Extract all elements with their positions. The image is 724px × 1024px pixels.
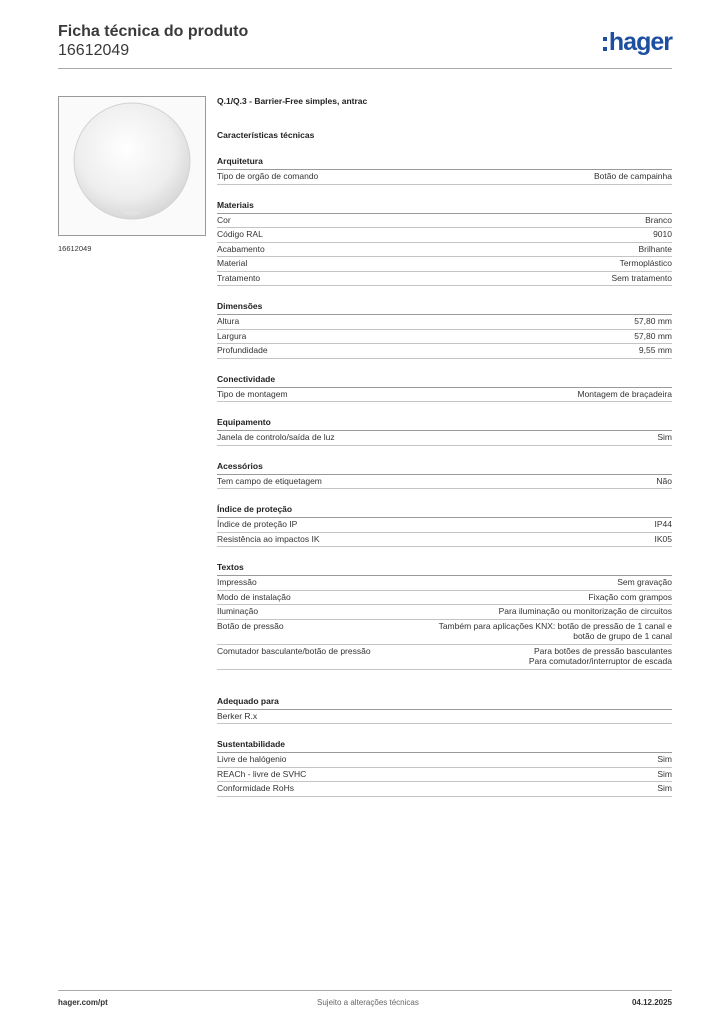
spec-value: 9,55 mm [638, 345, 672, 355]
spec-label: Acabamento [217, 243, 265, 254]
spec-row [217, 782, 672, 797]
spec-row [217, 170, 672, 185]
spec-value: 57,80 mm [634, 316, 672, 326]
spec-section [217, 301, 672, 359]
spec-value: Também para aplicações KNX: botão de pressão de 1 canal e botão de grupo de 1 canal [438, 620, 672, 641]
spec-row [217, 214, 672, 229]
spec-label: Profundidade [217, 345, 268, 355]
spec-value: Fixação com grampos [588, 591, 672, 602]
section-title: Textos [217, 562, 672, 576]
spec-row [217, 475, 672, 490]
footer-date: 04.12.2025 [631, 998, 672, 1007]
spec-row [217, 620, 672, 645]
spec-label: Resistência ao impactos IK [217, 533, 320, 544]
spec-row [217, 710, 672, 725]
spec-value: Sim [657, 754, 672, 764]
spec-value: Brilhante [638, 243, 672, 254]
section-title: Sustentabilidade [217, 739, 672, 753]
spec-row [217, 768, 672, 783]
spec-label: Livre de halógenio [217, 754, 287, 764]
document-title: Ficha técnica do produto [58, 23, 249, 40]
spec-label: Modo de instalação [217, 591, 291, 602]
section-title: Materiais [217, 200, 672, 214]
spec-section [217, 374, 672, 403]
spec-label: REACh - livre de SVHC [217, 768, 307, 779]
image-caption: 16612049 [58, 244, 92, 253]
spec-label: Botão de pressão [217, 620, 284, 631]
section-title: Acessórios [217, 461, 672, 475]
spec-section [217, 461, 672, 490]
spec-value: Sem gravação [617, 577, 672, 587]
spec-value: Para iluminação ou monitorização de circuitos [498, 606, 672, 616]
spec-row [217, 257, 672, 272]
spec-value: Sim [657, 768, 672, 779]
spec-label: Janela de controlo/saída de luz [217, 432, 335, 442]
spec-row [217, 388, 672, 403]
spec-label: Material [217, 258, 248, 268]
spec-value: Branco [645, 214, 672, 225]
spec-row [217, 315, 672, 330]
spec-row [217, 344, 672, 359]
spec-value: Sim [657, 783, 672, 793]
spec-section [217, 696, 672, 725]
spec-row [217, 605, 672, 620]
spec-label: Código RAL [217, 229, 263, 239]
spec-row [217, 431, 672, 446]
technical-characteristics-heading: Características técnicas [217, 130, 315, 140]
spec-row [217, 645, 672, 670]
section-title: Equipamento [217, 417, 672, 431]
spec-value: Termoplástico [619, 258, 672, 268]
page-header [58, 22, 672, 70]
spec-label: Largura [217, 330, 247, 341]
spec-value: Para botões de pressão basculantes Para comutador/interruptor de escada [528, 645, 672, 666]
spec-value: 57,80 mm [634, 330, 672, 341]
spec-label: Cor [217, 214, 231, 225]
hager-logo [603, 28, 672, 56]
spec-row [217, 518, 672, 533]
spec-value: Sem tratamento [611, 272, 672, 283]
spec-label: Comutador basculante/botão de pressão [217, 645, 371, 656]
push-button-icon [59, 97, 205, 235]
section-title: Índice de proteção [217, 504, 672, 518]
spec-section [217, 504, 672, 547]
spec-row [217, 591, 672, 606]
spec-label: Altura [217, 316, 240, 326]
spec-value: 9010 [653, 229, 672, 239]
spec-label: Conformidade RoHs [217, 783, 295, 793]
spec-row [217, 272, 672, 287]
spec-label: Berker R.x [217, 710, 258, 721]
section-title: Dimensões [217, 301, 672, 315]
spec-label: Tem campo de etiquetagem [217, 475, 322, 486]
spec-row [217, 330, 672, 345]
spec-value: IK05 [654, 533, 672, 544]
spec-label: Tratamento [217, 272, 261, 283]
product-code: 16612049 [58, 42, 130, 59]
footer-website: hager.com/pt [58, 998, 108, 1007]
spec-value: Montagem de braçadeira [577, 388, 672, 399]
section-title: Adequado para [217, 696, 672, 710]
spec-label: Índice de proteção IP [217, 519, 298, 529]
spec-label: Impressão [217, 577, 257, 587]
spec-section [217, 739, 672, 797]
logo-dots-icon [603, 37, 607, 51]
spec-section [217, 562, 672, 670]
footer-notice: Sujeito a alterações técnicas [317, 998, 419, 1007]
spec-value: Sim [657, 432, 672, 442]
spec-row [217, 243, 672, 258]
spec-label: Tipo de montagem [217, 388, 288, 399]
section-title: Arquitetura [217, 156, 672, 170]
spec-value: Não [656, 475, 672, 486]
spec-row [217, 576, 672, 591]
spec-section [217, 417, 672, 446]
header-divider [58, 68, 672, 69]
spec-section [217, 200, 672, 287]
spec-section [217, 156, 672, 185]
spec-sections [217, 156, 672, 797]
spec-row [217, 753, 672, 768]
spec-row [217, 533, 672, 548]
spec-label: Tipo de orgão de comando [217, 171, 319, 181]
spec-value: IP44 [654, 519, 672, 529]
product-name: Q.1/Q.3 - Barrier-Free simples, antrac [217, 96, 368, 106]
spec-row [217, 228, 672, 243]
product-image [58, 96, 206, 236]
logo-text: hager [608, 28, 672, 56]
section-title: Conectividade [217, 374, 672, 388]
page-footer [58, 990, 672, 1010]
specifications [217, 96, 672, 797]
spec-label: Iluminação [217, 606, 259, 616]
spec-value: Botão de campainha [594, 171, 672, 181]
